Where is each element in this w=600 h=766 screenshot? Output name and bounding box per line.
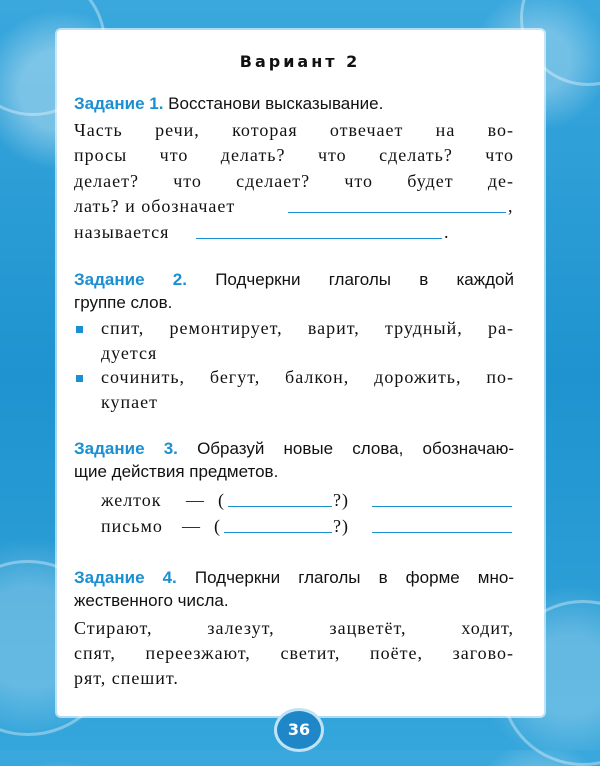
task3-close-paren: ?) xyxy=(333,516,349,536)
task3-label: Задание 3. xyxy=(74,439,178,458)
task1-text-line: называется xyxy=(74,222,170,242)
variant-title: Вариант 2 xyxy=(239,52,361,71)
task2-heading xyxy=(74,270,514,290)
task2-instruction: Подчеркни глаголы в каждой xyxy=(215,270,514,289)
task1-label: Задание 1. xyxy=(74,94,164,113)
task3-dash: — xyxy=(182,516,201,536)
task2-group-line: дуется xyxy=(101,343,158,363)
task3-open-paren: ( xyxy=(218,490,225,510)
task3-dash: — xyxy=(186,490,205,510)
task2-group-line: сочинить, бегут, балкон, дорожить, по- xyxy=(101,367,514,387)
task1-comma: , xyxy=(508,196,514,216)
bullet-icon xyxy=(76,326,83,333)
task3-question-blank[interactable] xyxy=(224,516,332,538)
task1-text-line: лать? и обозначает xyxy=(74,196,236,216)
task1-heading xyxy=(74,94,383,114)
task3-heading xyxy=(74,439,514,459)
task3-open-paren: ( xyxy=(214,516,221,536)
task4-instruction: Подчеркни глаголы в форме мно- xyxy=(194,568,514,587)
task1-answer-blank[interactable] xyxy=(288,196,506,218)
task3-word: желток xyxy=(101,490,162,510)
task1-answer-blank[interactable] xyxy=(196,222,442,244)
task3-answer-blank[interactable] xyxy=(372,490,512,512)
task4-instruction-cont: жественного числа. xyxy=(74,591,229,610)
task4-word-line: рят, спешит. xyxy=(74,668,179,688)
task2-group-line: спит, ремонтирует, варит, трудный, ра- xyxy=(101,318,514,338)
task4-word-line: спят, переезжают, светит, поёте, загово- xyxy=(74,643,514,663)
task4-heading xyxy=(74,568,514,588)
task3-close-paren: ?) xyxy=(333,490,349,510)
task3-answer-blank[interactable] xyxy=(372,516,512,538)
task1-period: . xyxy=(444,222,450,242)
task2-label: Задание 2. xyxy=(74,270,187,289)
bullet-icon xyxy=(76,375,83,382)
task1-text-line: Часть речи, которая отвечает на во- xyxy=(74,120,514,140)
task4-word-line: Стирают, залезут, зацветёт, ходит, xyxy=(74,618,514,638)
task1-instruction: Восстанови высказывание. xyxy=(168,94,384,113)
task3-word: письмо xyxy=(101,516,163,536)
task3-instruction: Образуй новые слова, обозначаю- xyxy=(197,439,514,458)
task4-label: Задание 4. xyxy=(74,568,177,587)
task3-instruction-cont: щие действия предметов. xyxy=(74,462,279,481)
task3-question-blank[interactable] xyxy=(228,490,332,512)
task1-text-line: просы что делать? что сделать? что xyxy=(74,145,514,165)
task1-text-line: делает? что сделает? что будет де- xyxy=(74,171,514,191)
task2-instruction-cont: группе слов. xyxy=(74,293,173,312)
task2-group-line: купает xyxy=(101,392,158,412)
page-number-badge: 36 xyxy=(274,708,324,752)
